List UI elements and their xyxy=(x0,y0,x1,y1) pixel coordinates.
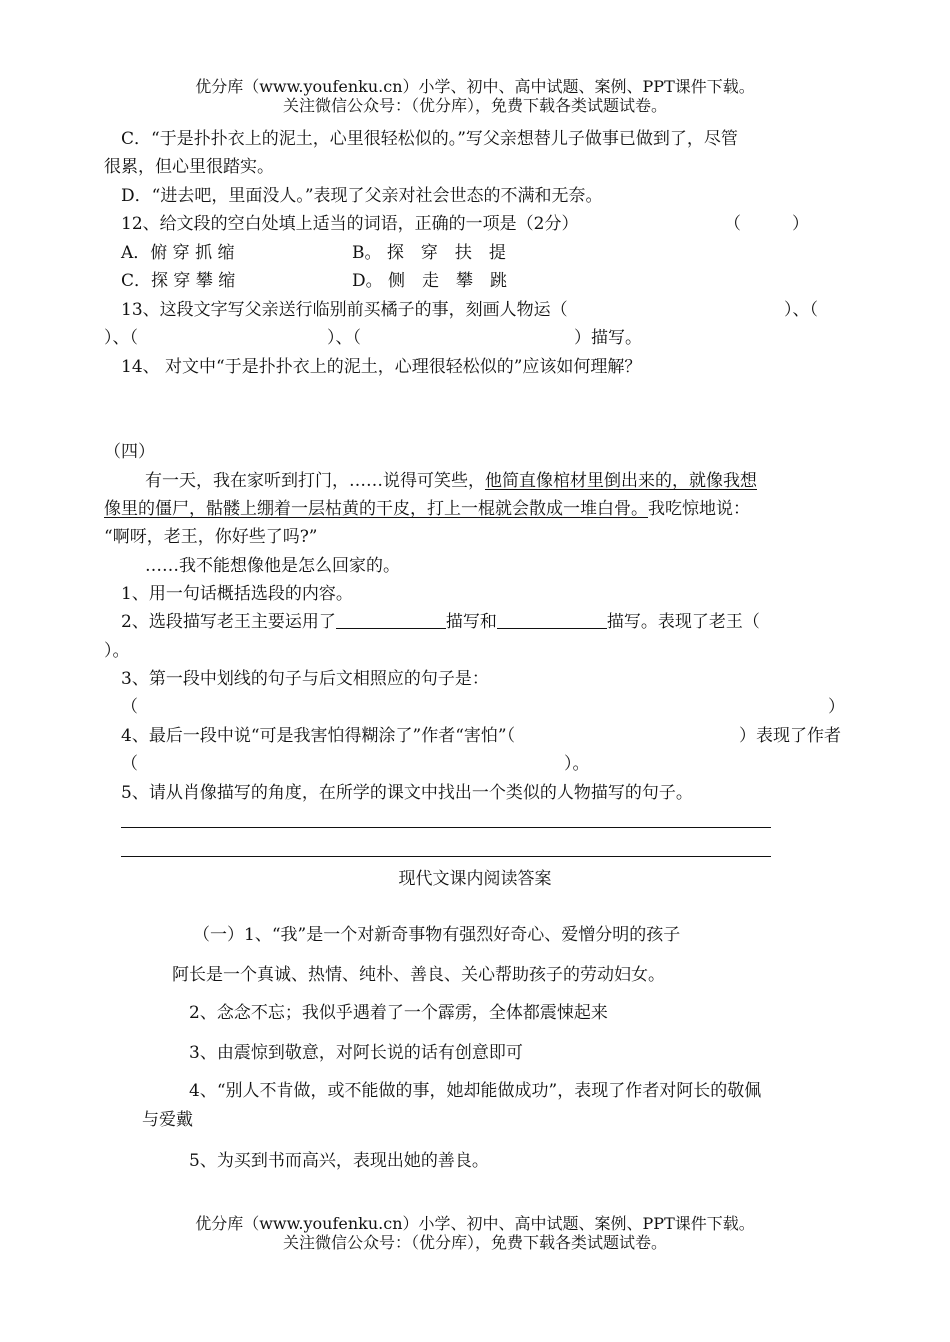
answers-title: 现代文课内阅读答案 xyxy=(398,869,552,889)
answer-4-line-1: 4、“别人不肯做，或不能做的事，她却能做成功”，表现了作者对阿长的敬佩 xyxy=(189,1081,762,1101)
q3-open-paren: （ xyxy=(121,697,138,717)
q2-blank-2[interactable] xyxy=(497,612,607,629)
part4-question-4: 4、最后一段中说“可是我害怕得糊涂了”作者“害怕”（ xyxy=(121,726,516,746)
part4-question-2 xyxy=(121,611,760,633)
answer-1: （一）1、“我”是一个对新奇事物有强烈好奇心、爱憎分明的孩子 xyxy=(193,925,681,945)
answer-5: 5、为买到书而高兴，表现出她的善良。 xyxy=(189,1151,489,1171)
passage-line-3: “啊呀，老王，你好些了吗?” xyxy=(104,527,318,547)
question-13-part-a: 13、这段文字写父亲送行临别前买橘子的事，刻画人物运（ xyxy=(121,300,568,320)
question-12: 12、给文段的空白处填上适当的词语，正确的一项是（2分） xyxy=(121,214,579,234)
q2-text-a: 2、选段描写老王主要运用了 xyxy=(121,612,336,632)
answer-4-line-2: 与爱戴 xyxy=(142,1110,193,1130)
q2-blank-1[interactable] xyxy=(336,612,446,629)
question-12-answer-paren: （ ） xyxy=(724,214,809,234)
part4-question-1: 1、用一句话概括选段的内容。 xyxy=(121,584,353,604)
q4-open-paren: （ xyxy=(121,754,138,774)
option-c-line-2: 很累，但心里很踏实。 xyxy=(104,157,274,177)
question-13-part-b: ）、（ xyxy=(784,300,818,320)
q12-option-d: D。 侧 走 攀 跳 xyxy=(352,271,508,291)
q12-option-a: A．俯 穿 抓 缩 xyxy=(121,243,235,263)
question-13-part-c: ）、（ xyxy=(104,328,138,348)
answer-line-2[interactable] xyxy=(121,856,771,857)
answer-2: 2、念念不忘；我似乎遇着了一个霹雳，全体都震悚起来 xyxy=(189,1003,608,1023)
passage-line-1 xyxy=(145,470,757,492)
underlined-sentence-part-2: 像里的僵尸，骷髅上绷着一层枯黄的干皮，打上一棍就会散成一堆白骨。 xyxy=(104,499,648,519)
question-14: 14、 对文中“于是扑扑衣上的泥土，心理很轻松似的”应该如何理解？ xyxy=(121,357,642,377)
underlined-sentence-part-1: 他简直像棺材里倒出来的，就像我想 xyxy=(485,471,757,491)
option-c-line-1: C．“于是扑扑衣上的泥土，心里很轻松似的。”写父亲想替儿子做事已做到了，尽管 xyxy=(121,129,738,149)
footer-line-2: 关注微信公众号：（优分库），免费下载各类试题试卷。 xyxy=(282,1233,667,1252)
part4-question-2-end: ）。 xyxy=(104,641,130,661)
part4-question-3: 3、第一段中划线的句子与后文相照应的句子是： xyxy=(121,669,489,689)
q3-close-paren: ） xyxy=(828,697,845,717)
q2-text-c: 描写。表现了老王（ xyxy=(606,612,760,632)
answer-3: 3、由震惊到敬意，对阿长说的话有创意即可 xyxy=(189,1043,523,1063)
header-line-2: 关注微信公众号：（优分库），免费下载各类试题试卷。 xyxy=(282,96,667,115)
footer-line-1: 优分库（www.youfenku.cn）小学、初中、高中试题、案例、PPT课件下载。 xyxy=(195,1214,755,1233)
option-d-line: D．“进去吧，里面没人。”表现了父亲对社会世态的不满和无奈。 xyxy=(121,186,603,206)
passage-text: 我吃惊地说： xyxy=(648,499,750,519)
passage-text: 有一天，我在家听到打门，……说得可笑些， xyxy=(145,471,485,491)
question-13-part-e: ）描写。 xyxy=(574,328,642,348)
q4-close-paren: ）。 xyxy=(564,754,590,774)
part4-question-5: 5、请从肖像描写的角度，在所学的课文中找出一个类似的人物描写的句子。 xyxy=(121,783,693,803)
answer-line-1[interactable] xyxy=(121,827,771,828)
q12-option-c: C．探 穿 攀 缩 xyxy=(121,271,236,291)
q2-text-b: 描写和 xyxy=(445,612,497,632)
section-four-title: （四） xyxy=(104,442,155,462)
q4-continuation: ）表现了作者 xyxy=(739,726,841,746)
question-13-part-d: ）、（ xyxy=(327,328,361,348)
answer-1-b: 阿长是一个真诚、热情、纯朴、善良、关心帮助孩子的劳动妇女。 xyxy=(172,965,665,985)
passage-paragraph-2: ……我不能想像他是怎么回家的。 xyxy=(145,556,400,576)
passage-line-2 xyxy=(104,498,750,520)
q12-option-b: B。 探 穿 扶 提 xyxy=(352,243,506,263)
header-line-1: 优分库（www.youfenku.cn）小学、初中、高中试题、案例、PPT课件下载。 xyxy=(195,77,755,96)
